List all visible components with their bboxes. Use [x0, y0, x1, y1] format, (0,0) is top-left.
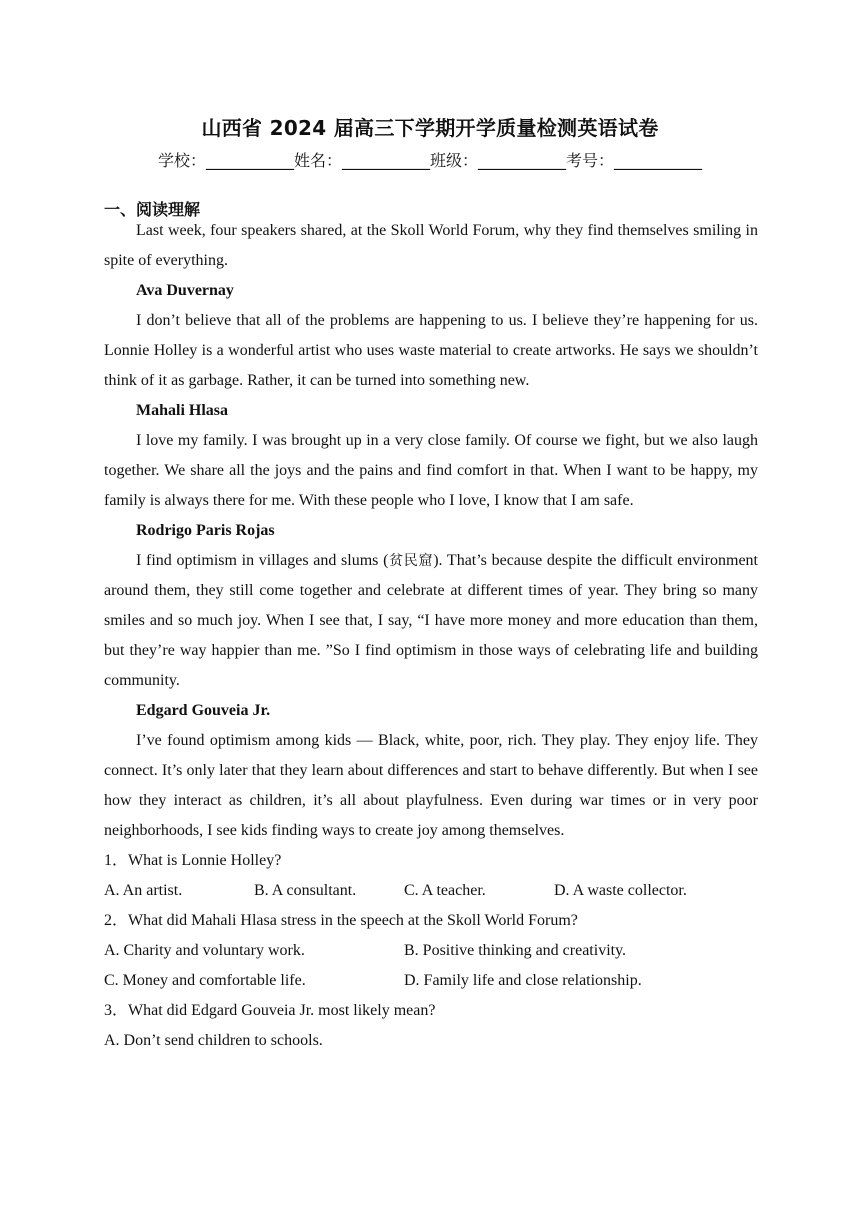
option: A. An artist.: [104, 882, 183, 899]
option: D. A waste collector.: [554, 882, 687, 899]
option: D. Family life and close relationship.: [404, 972, 642, 989]
speaker-text: [104, 546, 758, 696]
speaker-text-part: I find optimism in villages and slums (: [136, 552, 389, 569]
question-options: [104, 966, 758, 996]
option: A. Don’t send children to schools.: [104, 1032, 323, 1049]
speaker-text: I don’t believe that all of the problems are happening to us. I believe they’re happening for us. Lonnie Holley is a wonderful artist who uses waste material to create artworks. He says we shouldn’t think of it as garbage. Rather, it can be turned into something new.: [104, 312, 758, 389]
speaker-name: Ava Duvernay: [136, 282, 234, 299]
speaker-name: Rodrigo Paris Rojas: [136, 522, 275, 539]
option: A. Charity and voluntary work.: [104, 942, 305, 959]
speaker-name: Mahali Hlasa: [136, 402, 229, 419]
question-options: [104, 936, 758, 966]
question-stem: 2．What did Mahali Hlasa stress in the speech at the Skoll World Forum?: [104, 912, 578, 929]
question-options: [104, 876, 758, 906]
speaker-text: I love my family. I was brought up in a very close family. Of course we fight, but we also laugh together. We share all the joys and the pains and find comfort in that. When I want to be happy, my family is always there for me. With these people who I love, I know that I am safe.: [104, 432, 758, 509]
passage-intro: Last week, four speakers shared, at the Skoll World Forum, why they find themselves smiling in spite of everything.: [104, 222, 758, 269]
option: C. Money and comfortable life.: [104, 972, 306, 989]
speaker-text: I’ve found optimism among kids — Black, white, poor, rich. They play. They enjoy life. They connect. It’s only later that they learn about differences and start to behave differently. But when I see how they interact as children, it’s all about playfulness. Even during war times or in very poor neighborhoods, I see kids finding ways to create joy among themselves.: [104, 732, 758, 839]
question-stem: 3．What did Edgard Gouveia Jr. most likely mean?: [104, 1002, 436, 1019]
speaker-text-part: ). That’s because despite the difficult environment around them, they still come together and celebrate at different times of year. They bring so many smiles and so much joy. When I see that, I say, “I have more money and more education than them, but they’re way happier than me. ”So I find optimism in those ways of celebrating life and building community.: [104, 552, 758, 689]
student-info-line: 学校：___________姓名：___________班级：___________考号：___________: [157, 151, 702, 170]
option: C. A teacher.: [404, 882, 486, 899]
exam-body: [104, 216, 758, 1056]
question-options: [104, 1026, 758, 1056]
option: B. A consultant.: [254, 882, 357, 899]
speaker-name: Edgard Gouveia Jr.: [136, 702, 271, 719]
question-stem: 1．What is Lonnie Holley?: [104, 852, 282, 869]
chinese-gloss: 贫民窟: [388, 553, 434, 569]
exam-title: 山西省 2024 届高三下学期开学质量检测英语试卷: [201, 116, 659, 140]
section-heading: 一、阅读理解: [104, 200, 201, 219]
option: B. Positive thinking and creativity.: [404, 942, 627, 959]
